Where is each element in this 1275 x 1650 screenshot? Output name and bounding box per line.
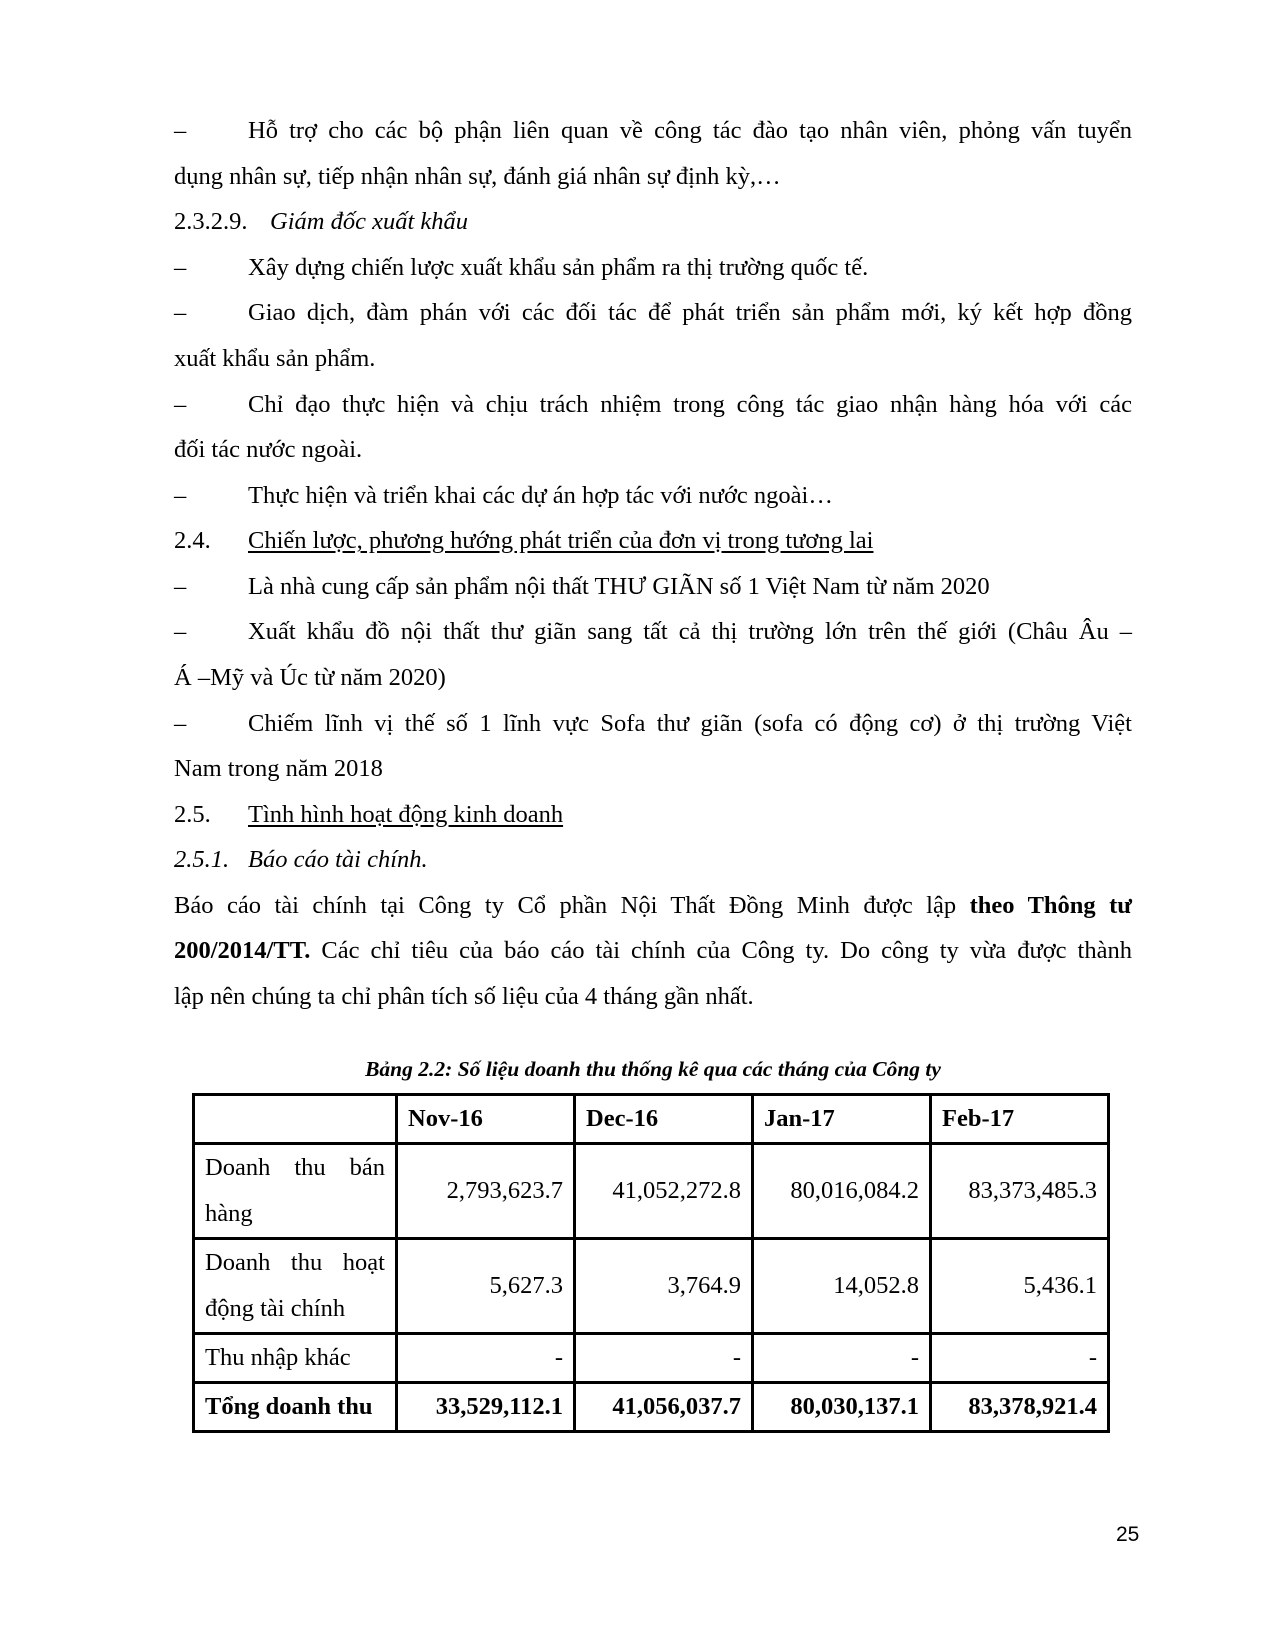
bullet-line: – Xuất khẩu đồ nội thất thư giãn sang tất cả thị trường lớn trên thế giới (Châu Âu –	[174, 618, 1132, 645]
table-row	[194, 1239, 1109, 1334]
row-label: Thu nhập khác	[194, 1334, 397, 1383]
cell-value: 14,052.8	[753, 1239, 931, 1334]
subsection-heading: 2.3.2.9. Giám đốc xuất khẩu	[174, 208, 468, 235]
text-line: đối tác nước ngoài.	[174, 436, 363, 463]
page-number: 25	[1116, 1523, 1140, 1546]
header-cell: Nov-16	[397, 1095, 575, 1144]
bullet-line: – Hỗ trợ cho các bộ phận liên quan về công tác đào tạo nhân viên, phỏng vấn tuyển	[174, 117, 1132, 144]
cell-value: 83,378,921.4	[931, 1383, 1109, 1432]
text-line: dụng nhân sự, tiếp nhận nhân sự, đánh giá nhân sự định kỳ,…	[174, 163, 781, 190]
section-heading: 2.4. Chiến lược, phương hướng phát triển của đơn vị trong tương lai	[174, 527, 874, 554]
subsection-heading: 2.5.1. Báo cáo tài chính.	[174, 846, 428, 873]
table-row	[194, 1334, 1109, 1383]
text-line: Á –Mỹ và Úc từ năm 2020)	[174, 664, 446, 691]
table-header-row	[194, 1095, 1109, 1144]
header-cell: Dec-16	[575, 1095, 753, 1144]
paragraph-line: 200/2014/TT. Các chỉ tiêu của báo cáo tài chính của Công ty. Do công ty vừa được thành	[174, 937, 1132, 964]
bullet-line: – Chiếm lĩnh vị thế số 1 lĩnh vực Sofa thư giãn (sofa có động cơ) ở thị trường Việt	[174, 710, 1132, 737]
row-label: Tổng doanh thu	[194, 1383, 397, 1432]
cell-value: 41,052,272.8	[575, 1144, 753, 1239]
cell-value: 2,793,623.7	[397, 1144, 575, 1239]
cell-value: 83,373,485.3	[931, 1144, 1109, 1239]
cell-value: 5,436.1	[931, 1239, 1109, 1334]
row-label: Doanh thu hoạt động tài chính	[194, 1239, 397, 1334]
header-cell: Feb-17	[931, 1095, 1109, 1144]
cell-value: -	[397, 1334, 575, 1383]
paragraph-line: Báo cáo tài chính tại Công ty Cổ phần Nội Thất Đồng Minh được lập theo Thông tư	[174, 892, 1133, 919]
section-heading: 2.5. Tình hình hoạt động kinh doanh	[174, 801, 564, 828]
cell-value: 5,627.3	[397, 1239, 575, 1334]
table-caption: Bảng 2.2: Số liệu doanh thu thống kê qua các tháng của Công ty	[365, 1057, 941, 1081]
bullet-line: – Giao dịch, đàm phán với các đối tác để phát triển sản phẩm mới, ký kết hợp đồng	[174, 299, 1132, 326]
paragraph-line: lập nên chúng ta chỉ phân tích số liệu của 4 tháng gần nhất.	[174, 983, 754, 1010]
cell-value: 80,030,137.1	[753, 1383, 931, 1432]
text-line: xuất khẩu sản phẩm.	[174, 345, 376, 372]
bullet-line: – Là nhà cung cấp sản phẩm nội thất THƯ GIÃN số 1 Việt Nam từ năm 2020	[174, 573, 990, 600]
table-total-row	[194, 1383, 1109, 1432]
text-line: Nam trong năm 2018	[174, 755, 383, 782]
bullet-line: – Chỉ đạo thực hiện và chịu trách nhiệm trong công tác giao nhận hàng hóa với các	[174, 391, 1132, 418]
cell-value: 41,056,037.7	[575, 1383, 753, 1432]
table-row	[194, 1144, 1109, 1239]
cell-value: -	[753, 1334, 931, 1383]
cell-value: -	[931, 1334, 1109, 1383]
header-cell	[194, 1095, 397, 1144]
revenue-table	[192, 1093, 1110, 1433]
cell-value: 33,529,112.1	[397, 1383, 575, 1432]
header-cell: Jan-17	[753, 1095, 931, 1144]
bullet-line: – Thực hiện và triển khai các dự án hợp tác với nước ngoài…	[174, 482, 833, 509]
cell-value: -	[575, 1334, 753, 1383]
dash: –	[174, 117, 187, 144]
bullet-line: – Xây dựng chiến lược xuất khẩu sản phẩm ra thị trường quốc tế.	[174, 254, 869, 281]
row-label: Doanh thu bán hàng	[194, 1144, 397, 1239]
cell-value: 80,016,084.2	[753, 1144, 931, 1239]
cell-value: 3,764.9	[575, 1239, 753, 1334]
